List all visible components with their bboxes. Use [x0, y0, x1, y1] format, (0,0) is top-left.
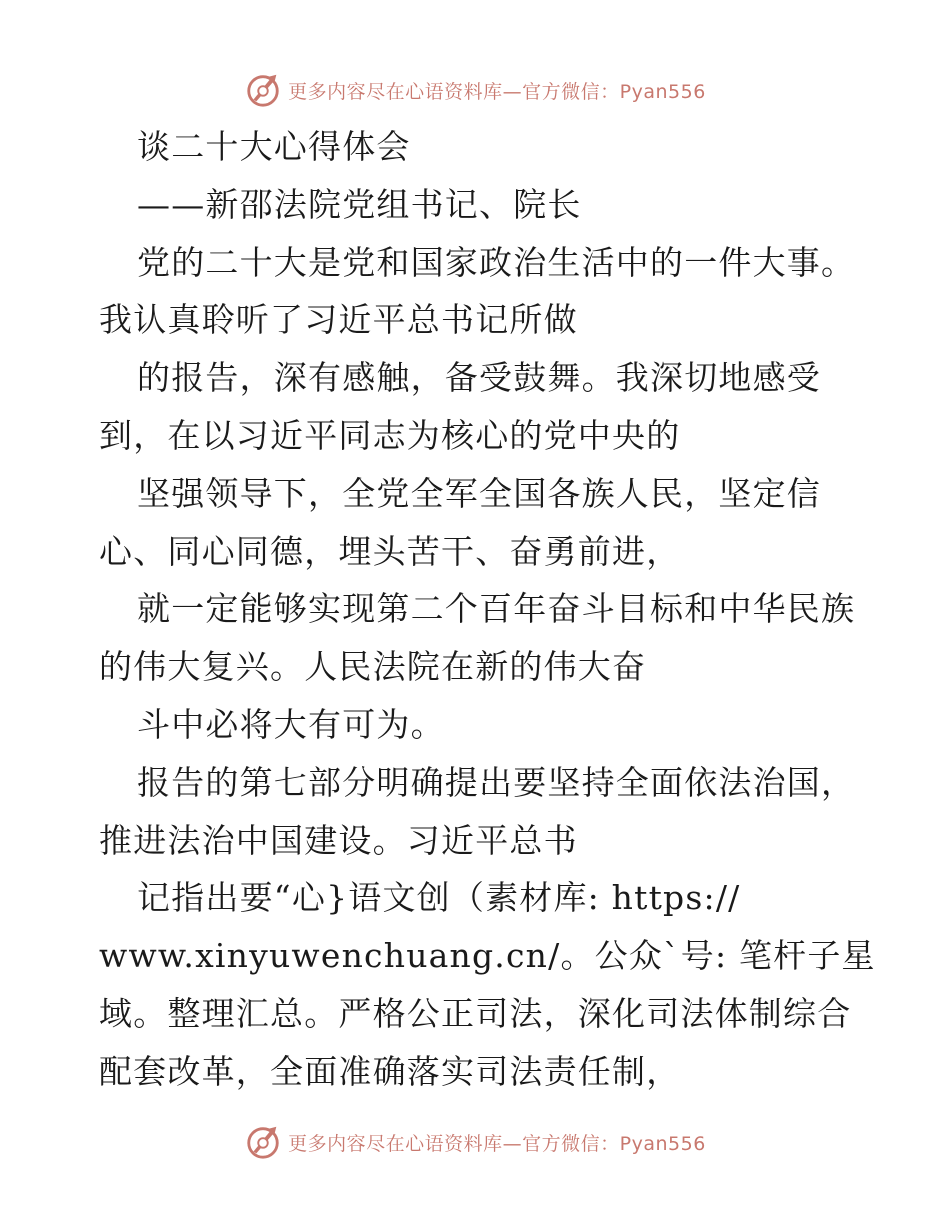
quill-seal-icon	[244, 71, 282, 109]
text-line: 谈二十大心得体会	[137, 127, 411, 166]
text-line: 到，在以习近平同志为核心的党中央的	[99, 415, 681, 455]
text-line: www.xinyuwenchuang.cn/。公众`号: 笔杆子星	[99, 936, 876, 976]
watermark-text: 更多内容尽在心语资料库—官方微信：Pyan556	[288, 1132, 706, 1155]
watermark-text: 更多内容尽在心语资料库—官方微信：Pyan556	[288, 80, 706, 103]
text-line: 心、同心同德，埋头苦干、奋勇前进，	[99, 531, 681, 571]
text-line: 就一定能够实现第二个百年奋斗目标和中华民族	[137, 589, 856, 629]
text-line: 我认真聆听了习近平总书记所做	[99, 300, 578, 340]
text-line: 的伟大复兴。人民法院在新的伟大奋	[99, 647, 647, 687]
text-line: 报告的第七部分明确提出要坚持全面依法治国，	[137, 762, 856, 802]
text-line: 的报告，深有感触，备受鼓舞。我深切地感受	[137, 358, 821, 398]
text-line: 推进法治中国建设。习近平总书	[99, 820, 578, 860]
text-line: 坚强领导下，全党全军全国各族人民，坚定信	[137, 473, 821, 513]
document-body	[99, 118, 876, 1101]
text-line: 域。整理汇总。严格公正司法，深化司法体制综合	[99, 993, 852, 1033]
quill-seal-icon	[244, 1123, 282, 1161]
text-line: 配套改革，全面准确落实司法责任制，	[99, 1051, 681, 1091]
text-line: 党的二十大是党和国家政治生活中的一件大事。	[137, 242, 856, 282]
text-line: 记指出要“心}语文创（素材库: https://	[137, 878, 741, 918]
footer-watermark	[0, 1120, 950, 1164]
text-line: 斗中必将大有可为。	[137, 704, 445, 744]
header-watermark	[0, 68, 950, 112]
text-line: ——新邵法院党组书记、院长	[137, 184, 582, 224]
